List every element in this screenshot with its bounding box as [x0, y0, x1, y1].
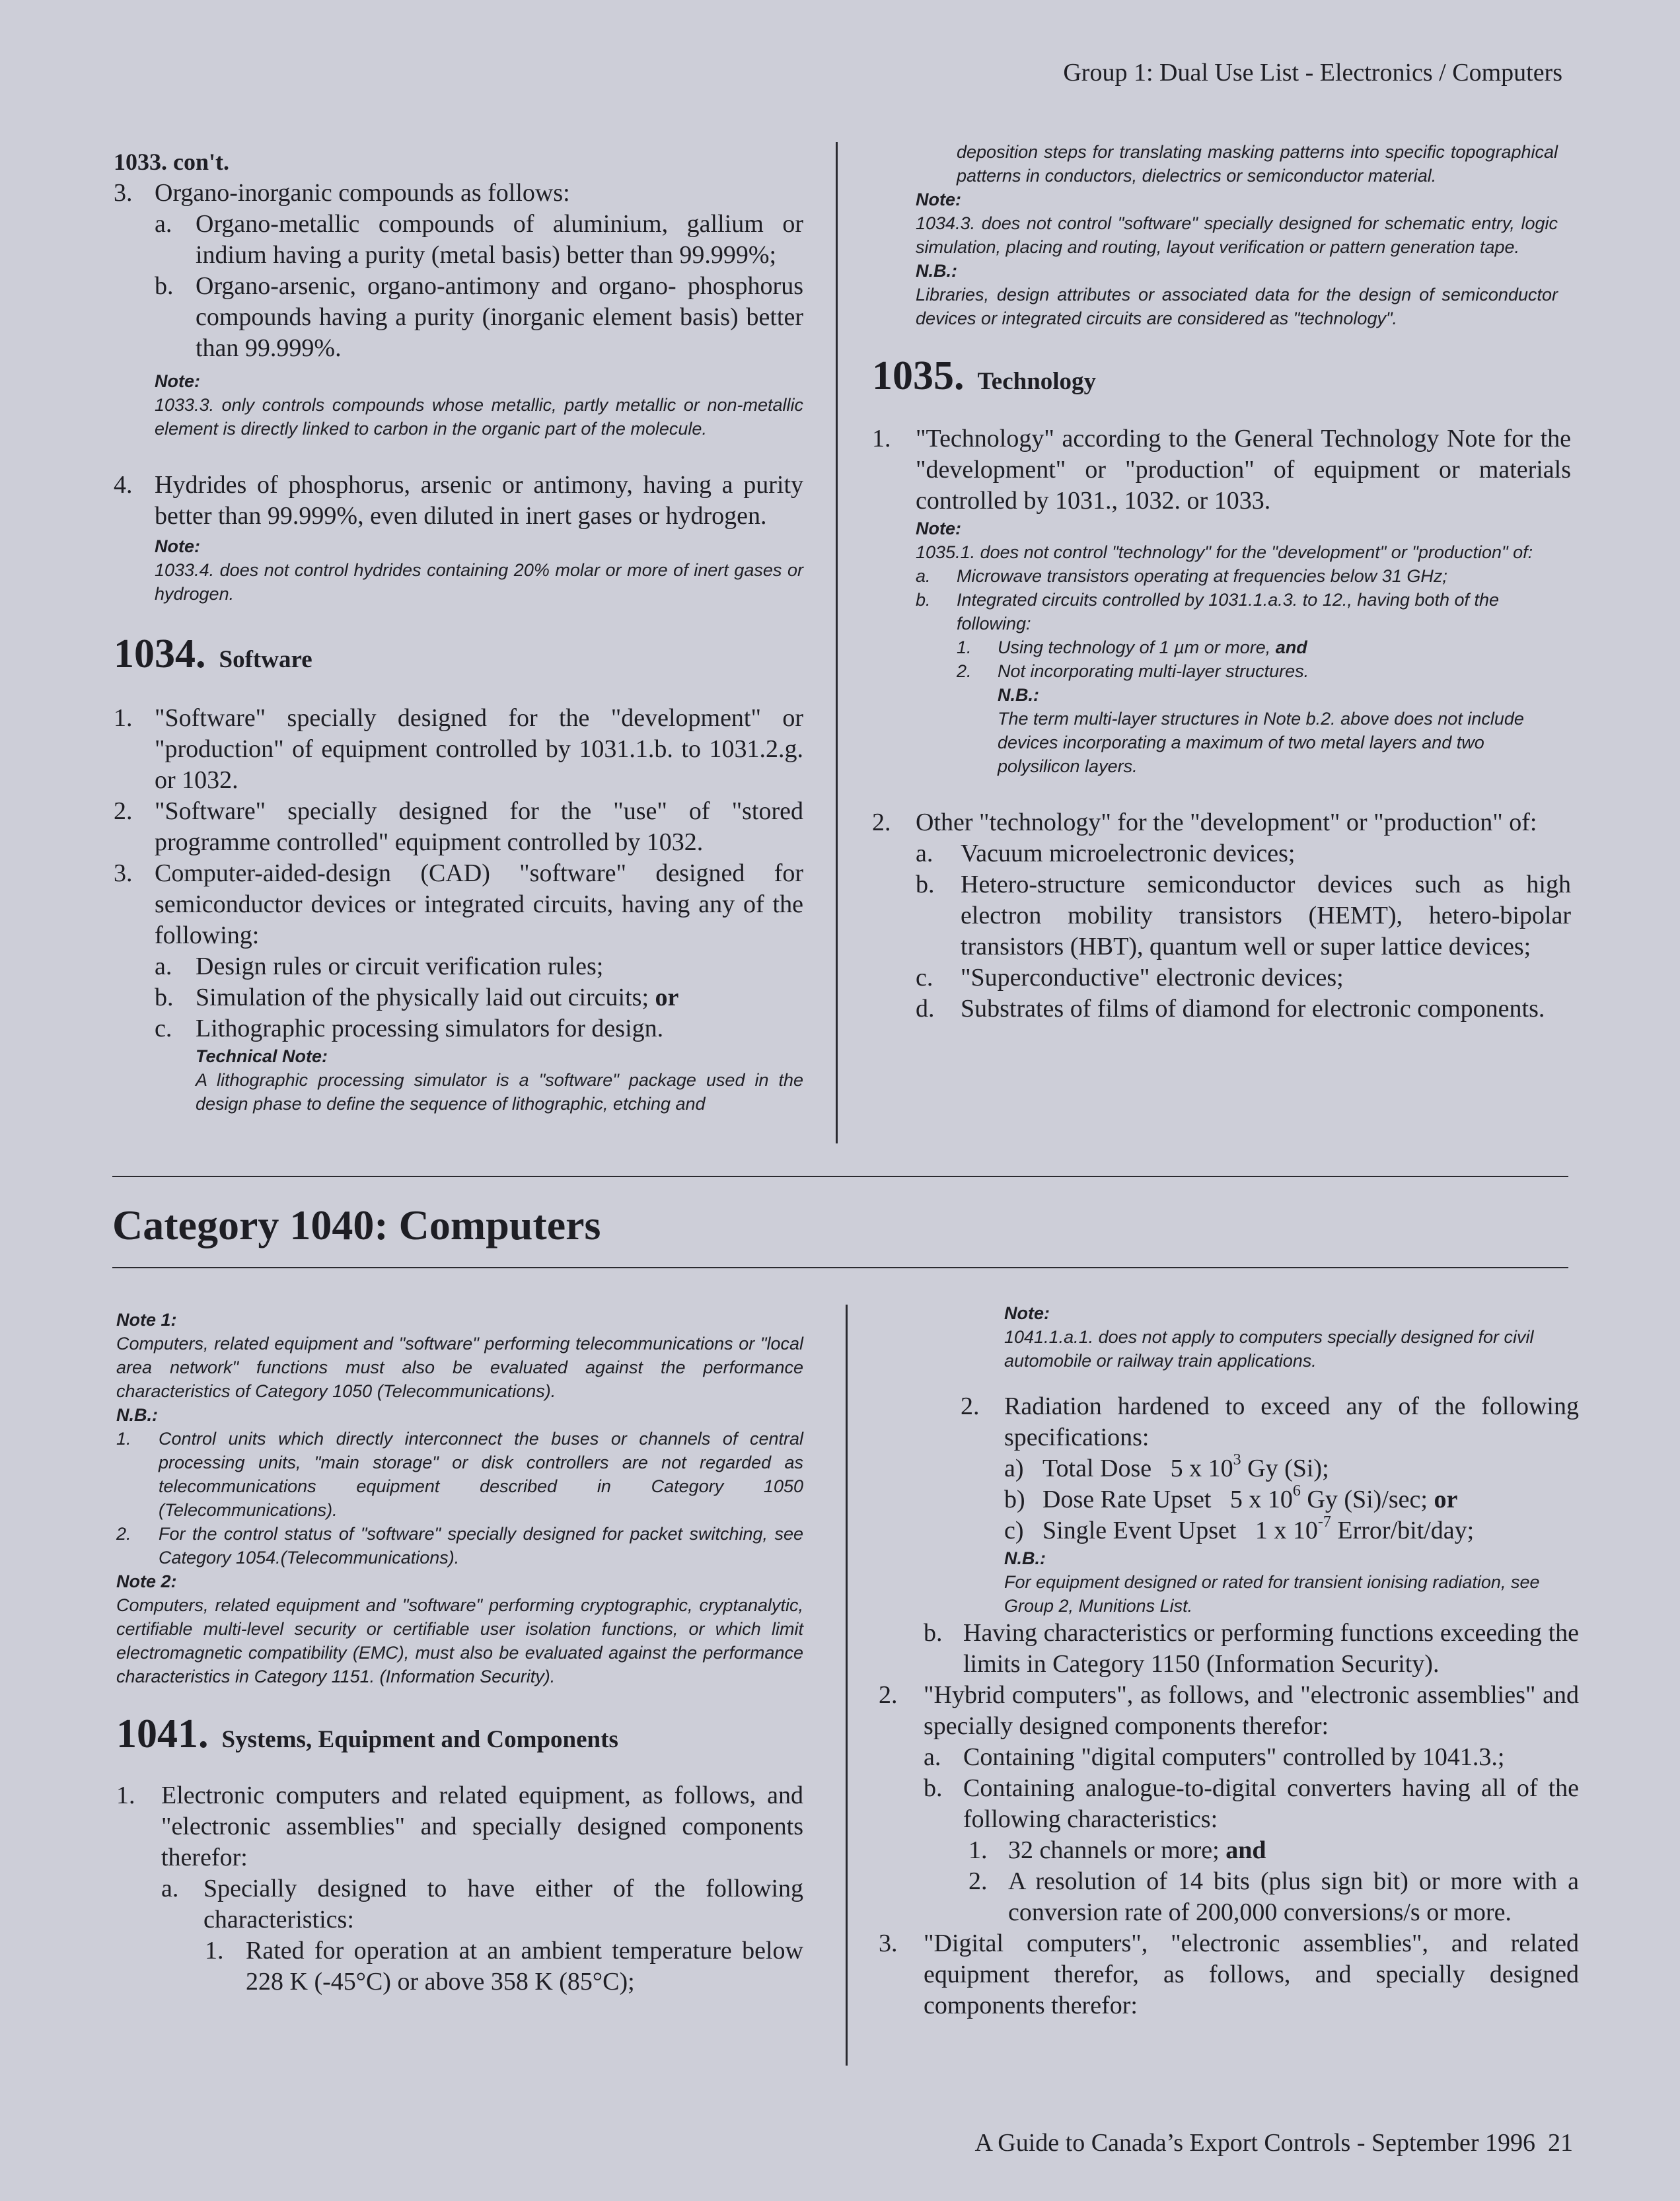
note-text: 1033.3. only controls compounds whose metallic, partly metallic or non-metallic element is directly linked to carbon in the organic part of the molecule. — [155, 395, 803, 439]
note-item-a — [916, 564, 1564, 588]
nb-text: For equipment designed or rated for transient ionising radiation, see Group 2, Munitions List. — [1004, 1572, 1540, 1616]
nb-text: Libraries, design attributes or associated data for the design of semiconductor devices or integrated circuits are considered as "technology". — [916, 285, 1558, 328]
nb-radiation — [879, 1546, 1579, 1618]
item-text: "Digital computers", "electronic assemblies", and related equipment therefor, as follows, and specially designed components therefor: — [924, 1930, 1579, 2019]
section-heading-1041 — [116, 1711, 803, 1758]
item-text: Design rules or circuit verification rules; — [196, 953, 604, 980]
item-number: a) — [1004, 1455, 1024, 1482]
spec-value: 1 x 10 — [1255, 1517, 1318, 1544]
item-number: 2. — [968, 1867, 988, 1895]
spec-exponent: -7 — [1317, 1513, 1331, 1531]
item-number: 3. — [114, 179, 133, 207]
category-rule-top — [112, 1176, 1568, 1177]
item-text: Computer-aided-design (CAD) "software" designed for semiconductor devices or integrated circuits, having any of the following: — [155, 859, 803, 949]
note-item-b — [916, 588, 1564, 635]
technical-note-label: Technical Note: — [196, 1046, 328, 1066]
list-item-1035-2b — [872, 869, 1571, 962]
item-number: d. — [916, 995, 935, 1023]
list-item-1033-3b — [114, 271, 803, 364]
note-1035-1 — [872, 517, 1571, 778]
note-item-b2 — [916, 659, 1564, 683]
list-item-1041-1b — [879, 1618, 1579, 1680]
item-number: c. — [916, 964, 933, 992]
item-text: Lithographic processing simulators for design. — [196, 1015, 664, 1042]
nb-item-1 — [116, 1427, 803, 1522]
list-item-1034-3a — [114, 951, 803, 982]
item-number: b. — [155, 984, 174, 1011]
item-text: "Software" specially designed for the "use" of "stored programme controlled" equipment controlled by 1032. — [155, 797, 803, 856]
item-number: 2. — [957, 661, 972, 681]
item-number: c) — [1004, 1517, 1024, 1544]
section-heading-1034 — [114, 631, 803, 678]
section-title: Technology — [977, 368, 1097, 395]
nb-item-2 — [116, 1522, 803, 1570]
note-1033-4 — [114, 534, 803, 606]
section-number: 1035. — [872, 353, 965, 398]
section-title: Systems, Equipment and Components — [221, 1726, 618, 1753]
note-1-label: Note 1: — [116, 1310, 177, 1330]
list-item-1035-2a — [872, 838, 1571, 869]
list-item-1041-2a — [879, 1742, 1579, 1773]
item-number: c. — [155, 1015, 172, 1042]
item-number: a. — [155, 210, 172, 238]
note-1033-3 — [114, 369, 803, 441]
list-item-1033-4 — [114, 470, 803, 532]
list-item-1033-3a — [114, 209, 803, 271]
category-title: Category 1040: Computers — [112, 1202, 601, 1248]
item-text: Electronic computers and related equipment, as follows, and "electronic assemblies" and specially designed components therefor: — [161, 1782, 803, 1871]
item-text: Simulation of the physically laid out circuits; — [196, 984, 649, 1011]
item-number: a. — [916, 566, 931, 586]
note-label: Note: — [916, 519, 961, 538]
spec-value: 5 x 10 — [1229, 1486, 1293, 1513]
list-item-1034-3b — [114, 982, 803, 1013]
spec-label: Single Event Upset — [1042, 1517, 1237, 1544]
list-item-1035-2 — [872, 807, 1571, 838]
note-label: Note: — [916, 190, 961, 209]
item-text: "Technology" according to the General Technology Note for the "development" or "production" of equipment or materials controlled by 1031., 1032. or 1033. — [916, 425, 1571, 515]
item-text: Control units which directly interconnect the buses or channels of central processing units, "main storage" or disk controllers are not regarded as telecommunications equipment described in Category 1050 (Telecommunications). — [159, 1429, 803, 1520]
item-number: 1. — [957, 637, 972, 657]
spec-total-dose — [879, 1453, 1579, 1484]
bottom-left-column — [116, 1308, 803, 1998]
bottom-right-column — [879, 1301, 1579, 2021]
nb-label: N.B.: — [1004, 1548, 1046, 1568]
item-number: 2. — [116, 1524, 131, 1544]
note-1034-3 — [872, 188, 1571, 330]
item-text: Vacuum microelectronic devices; — [961, 840, 1296, 867]
list-item-1041-1a1 — [116, 1935, 803, 1998]
item-text: Specially designed to have either of the following characteristics: — [203, 1875, 803, 1933]
spec-unit: Gy (Si); — [1247, 1455, 1329, 1482]
spec-exponent: 6 — [1292, 1482, 1301, 1499]
section-number: 1034. — [114, 631, 206, 676]
running-header: Group 1: Dual Use List - Electronics / Computers — [1063, 59, 1562, 87]
item-text: Substrates of films of diamond for electronic components. — [961, 995, 1545, 1023]
list-item-1041-2b1 — [879, 1835, 1579, 1866]
item-text: Radiation hardened to exceed any of the following specifications: — [1004, 1392, 1579, 1451]
keyword-or: or — [655, 984, 679, 1011]
item-number: b. — [924, 1619, 943, 1647]
continued-label: 1033. con't. — [114, 149, 229, 175]
item-text: Hydrides of phosphorus, arsenic or antimony, having a purity better than 99.999%, even diluted in inert gases or hydrogen. — [155, 471, 803, 530]
item-number: 1. — [872, 425, 891, 452]
nb-text: The term multi-layer structures in Note b.2. above does not include devices incorporating a maximum of two metal layers and two polysilicon layers. — [998, 709, 1524, 776]
column-divider-top — [836, 142, 838, 1143]
item-number: 2. — [961, 1392, 980, 1420]
item-text: "Superconductive" electronic devices; — [961, 964, 1344, 992]
item-text: For the control status of "software" specially designed for packet switching, see Category 1054.(Telecommunications). — [159, 1524, 803, 1568]
item-number: 1. — [116, 1782, 135, 1809]
item-number: a. — [161, 1875, 179, 1902]
item-number: 3. — [114, 859, 133, 887]
list-item-1033-3 — [114, 178, 803, 209]
note-2-label: Note 2: — [116, 1571, 177, 1591]
nb-1035-1 — [916, 683, 1564, 778]
note-label: Note: — [1004, 1303, 1050, 1323]
note-label: Note: — [155, 536, 200, 556]
item-number: 4. — [114, 471, 133, 499]
item-number: b. — [916, 590, 931, 610]
spec-unit: Error/bit/day; — [1337, 1517, 1475, 1544]
nb-label: N.B.: — [998, 685, 1039, 705]
note-text: 1034.3. does not control "software" specially designed for schematic entry, logic simulation, placing and routing, layout verification or pattern generation tape. — [916, 213, 1558, 257]
spec-unit: Gy (Si)/sec; — [1307, 1486, 1428, 1513]
spec-exponent: 3 — [1233, 1451, 1241, 1468]
item-number: 3. — [879, 1930, 898, 1957]
item-text: Rated for operation at an ambient temperature below 228 K (-45°C) or above 358 K (85°C); — [246, 1937, 803, 1996]
item-number: b. — [916, 871, 935, 898]
item-text: Organo-arsenic, organo-antimony and organo- phosphorus compounds having a purity (inorganic element basis) better than 99.999%. — [196, 272, 803, 362]
item-text: Organo-inorganic compounds as follows: — [155, 179, 570, 207]
item-number: 2. — [879, 1681, 898, 1709]
item-text: Integrated circuits controlled by 1031.1.a.3. to 12., having both of the following: — [957, 590, 1500, 633]
top-left-column — [114, 147, 803, 1116]
item-text: Having characteristics or performing functions exceeding the limits in Category 1150 (Information Security). — [963, 1619, 1579, 1678]
item-number: 1. — [205, 1937, 224, 1965]
item-number: 2. — [114, 797, 133, 825]
item-text: Other "technology" for the "development" or "production" of: — [916, 809, 1537, 836]
spec-dose-rate-upset — [879, 1484, 1579, 1515]
column-divider-bottom — [846, 1305, 848, 2066]
nb-label: N.B.: — [916, 261, 957, 281]
item-text: "Hybrid computers", as follows, and "electronic assemblies" and specially designed components therefor: — [924, 1681, 1579, 1740]
technical-note-continued: deposition steps for translating masking patterns into specific topographical patterns in conductors, dielectrics or semiconductor material. — [957, 142, 1558, 186]
list-item-1035-2c — [872, 962, 1571, 993]
running-footer — [974, 2128, 1573, 2157]
nb-label: N.B.: — [116, 1405, 158, 1425]
list-item-1035-1 — [872, 423, 1571, 517]
list-item-1041-1 — [116, 1780, 803, 1873]
list-item-1034-2 — [114, 796, 803, 858]
note-text: 1035.1. does not control "technology" for the "development" or "production" of: — [916, 542, 1533, 562]
keyword-and: and — [1225, 1836, 1266, 1864]
item-number: a. — [155, 953, 172, 980]
item-number: 1. — [968, 1836, 988, 1864]
page-number: 21 — [1548, 2129, 1573, 2157]
item-number: a. — [924, 1743, 941, 1771]
item-text: Containing "digital computers" controlled by 1041.3.; — [963, 1743, 1505, 1771]
section-title: Software — [219, 646, 312, 673]
spec-single-event-upset — [879, 1515, 1579, 1546]
item-text: 32 channels or more; — [1008, 1836, 1220, 1864]
item-number: b. — [155, 272, 174, 300]
item-text: Microwave transistors operating at frequencies below 31 GHz; — [957, 566, 1447, 586]
section-number: 1041. — [116, 1712, 209, 1756]
footer-text: A Guide to Canada’s Export Controls - September 1996 — [974, 2129, 1535, 2157]
category-rule-bottom — [112, 1267, 1568, 1268]
item-text: "Software" specially designed for the "development" or "production" of equipment controlled by 1031.1.b. to 1031.2.g. or 1032. — [155, 704, 803, 794]
note-1041-1a1 — [879, 1301, 1579, 1373]
list-item-1041-3 — [879, 1928, 1579, 2021]
list-item-1041-2 — [879, 1680, 1579, 1742]
list-item-1041-1a — [116, 1873, 803, 1935]
item-number: a. — [916, 840, 933, 867]
list-item-1034-3c — [114, 1013, 803, 1044]
technical-note — [114, 1044, 803, 1116]
item-text: Containing analogue-to-digital converters having all of the following characteristics: — [963, 1774, 1579, 1833]
section-heading-1035 — [872, 353, 1571, 400]
item-number: b) — [1004, 1486, 1025, 1513]
spec-label: Total Dose — [1042, 1455, 1152, 1482]
item-number: 1. — [114, 704, 133, 732]
item-number: 2. — [872, 809, 891, 836]
keyword-and: and — [1275, 637, 1307, 657]
item-text: Using technology of 1 µm or more, — [998, 637, 1271, 657]
spec-value: 5 x 10 — [1170, 1455, 1233, 1482]
item-text: Hetero-structure semiconductor devices such as high electron mobility transistors (HEMT), hetero-bipolar transistors (HBT), quantum well or super lattice devices; — [961, 871, 1571, 960]
keyword-or: or — [1434, 1486, 1458, 1513]
spec-label: Dose Rate Upset — [1042, 1486, 1212, 1513]
list-item-1041-2b2 — [879, 1866, 1579, 1928]
list-item-1034-1 — [114, 703, 803, 796]
top-right-column — [872, 140, 1571, 1025]
note-2-text: Computers, related equipment and "software" performing cryptographic, cryptanalytic, certifiable multi-level security or certifiable user isolation functions, or which limit electromagnetic compatibility (EMC), must also be evaluated against the performance characteristics in Category 1151. (Information Security). — [116, 1595, 803, 1686]
technical-note-text: A lithographic processing simulator is a "software" package used in the design phase to define the sequence of lithographic, etching and — [196, 1070, 803, 1114]
item-number: 1. — [116, 1429, 131, 1449]
list-item-1041-1a2 — [879, 1391, 1579, 1453]
item-text: Organo-metallic compounds of aluminium, gallium or indium having a purity (metal basis) better than 99.999%; — [196, 210, 803, 269]
note-item-b1 — [916, 635, 1564, 659]
list-item-1034-3 — [114, 858, 803, 951]
item-number: b. — [924, 1774, 943, 1802]
note-text: 1041.1.a.1. does not apply to computers specially designed for civil automobile or railway train applications. — [1004, 1327, 1534, 1371]
item-text: Not incorporating multi-layer structures. — [998, 661, 1309, 681]
list-item-1041-2b — [879, 1773, 1579, 1835]
note-text: 1033.4. does not control hydrides containing 20% molar or more of inert gases or hydrogen. — [155, 560, 803, 604]
note-1-text: Computers, related equipment and "software" performing telecommunications or "local area network" functions must also be evaluated against the performance characteristics of Category 1050 (Telecommunications). — [116, 1334, 803, 1401]
list-item-1035-2d — [872, 993, 1571, 1025]
item-text: A resolution of 14 bits (plus sign bit) or more with a conversion rate of 200,000 conversions/s or more. — [1008, 1867, 1579, 1926]
note-label: Note: — [155, 371, 200, 391]
